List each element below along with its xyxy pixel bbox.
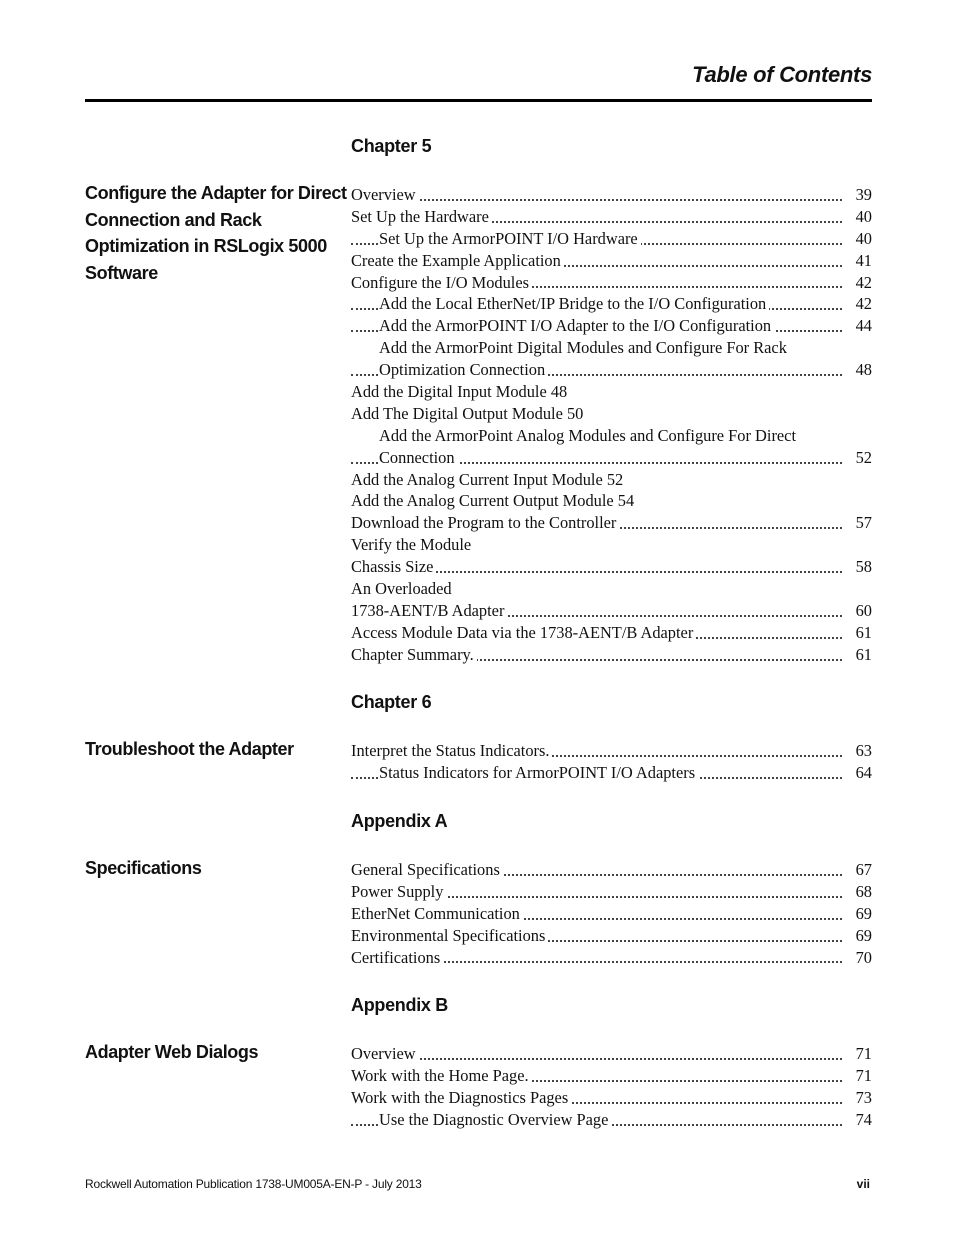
toc-entry-text: Add the ArmorPoint Digital Modules and Configure For Rack (379, 338, 790, 357)
toc-entry[interactable] (351, 925, 872, 947)
toc-entry-text: EtherNet Communication (351, 904, 523, 923)
toc-entry[interactable] (351, 600, 872, 622)
toc-entry[interactable] (351, 447, 872, 469)
toc-entry[interactable] (351, 337, 872, 359)
toc-entry-text: Work with the Home Page. (351, 1066, 532, 1085)
toc-entry-page: 69 (842, 925, 872, 947)
toc-entry[interactable] (351, 740, 872, 762)
toc-entry-page: 73 (842, 1087, 872, 1109)
section-title: Specifications (85, 858, 202, 878)
footer-page-number: vii (856, 1177, 870, 1191)
toc-entry[interactable] (351, 1087, 872, 1109)
toc-entry-page: 42 (842, 293, 872, 315)
toc-entry-text: Overview (351, 1044, 419, 1063)
toc-entry[interactable] (351, 206, 872, 228)
toc-entry[interactable] (351, 403, 872, 425)
toc-entry[interactable] (351, 490, 872, 512)
toc-entry-page: 69 (842, 903, 872, 925)
toc-entry[interactable] (351, 184, 872, 206)
toc-entry[interactable] (351, 315, 872, 337)
toc-entry[interactable] (351, 272, 872, 294)
toc-entry[interactable] (351, 469, 872, 491)
toc-entry[interactable] (351, 425, 872, 447)
footer-publication: Rockwell Automation Publication 1738-UM005A-EN-P - July 2013 (85, 1177, 422, 1191)
dot-leader (351, 1058, 850, 1060)
toc-entry-page: 52 (842, 447, 872, 469)
chapter-label: Chapter 6 (351, 692, 432, 712)
toc-entry-text: Status Indicators for ArmorPOINT I/O Adapters (379, 763, 698, 782)
toc-entry[interactable] (351, 1043, 872, 1065)
toc-entry[interactable] (351, 881, 872, 903)
toc-entry[interactable] (351, 250, 872, 272)
toc-entry-page: 68 (842, 881, 872, 903)
toc-entry[interactable] (351, 947, 872, 969)
toc-entry-text: Interpret the Status Indicators. (351, 741, 552, 760)
toc-entry-text: An Overloaded (351, 579, 455, 598)
toc-entry-page: 40 (842, 206, 872, 228)
toc-entry[interactable] (351, 293, 872, 315)
toc-entry-text: 1738-AENT/B Adapter (351, 601, 507, 620)
toc-entry-page: 40 (842, 228, 872, 250)
toc-entry[interactable] (351, 903, 872, 925)
toc-entry[interactable] (351, 1109, 872, 1131)
toc-entry-text: Work with the Diagnostics Pages (351, 1088, 571, 1107)
toc-entry-page: 64 (842, 762, 872, 784)
toc-entry-list (351, 859, 872, 968)
section-title: Troubleshoot the Adapter (85, 739, 294, 759)
toc-entry-page: 67 (842, 859, 872, 881)
toc-entry[interactable] (351, 556, 872, 578)
toc-entry[interactable] (351, 534, 872, 556)
toc-entry-page: 74 (842, 1109, 872, 1131)
chapter-label: Chapter 5 (351, 136, 432, 156)
toc-entry[interactable] (351, 512, 872, 534)
toc-entry-page: 61 (842, 644, 872, 666)
toc-entry-list (351, 1043, 872, 1131)
toc-entry-text: Certifications (351, 948, 443, 967)
toc-entry-text: Power Supply (351, 882, 446, 901)
toc-entry-text: Chassis Size (351, 557, 436, 576)
toc-entry-page: 63 (842, 740, 872, 762)
toc-entry[interactable] (351, 578, 872, 600)
toc-entry-page: 71 (842, 1043, 872, 1065)
toc-entry[interactable] (351, 644, 872, 666)
toc-entry[interactable] (351, 622, 872, 644)
chapter-label: Appendix B (351, 995, 449, 1015)
toc-entry-text: Add the Digital Input Module 48 (351, 382, 570, 401)
toc-entry-text: Add the Analog Current Output Module 54 (351, 491, 637, 510)
page-header-title: Table of Contents (692, 62, 872, 87)
toc-entry-page: 58 (842, 556, 872, 578)
toc-entry-page: 71 (842, 1065, 872, 1087)
toc-entry-text: Set Up the ArmorPOINT I/O Hardware (379, 229, 641, 248)
toc-entry[interactable] (351, 859, 872, 881)
toc-entry-text: Access Module Data via the 1738-AENT/B Adapter (351, 623, 696, 642)
toc-entry-page: 44 (842, 315, 872, 337)
toc-entry-page: 57 (842, 512, 872, 534)
toc-entry-text: Optimization Connection (379, 360, 548, 379)
dot-leader (351, 199, 850, 201)
chapter-label: Appendix A (351, 811, 448, 831)
toc-entry-text: Configure the I/O Modules (351, 273, 532, 292)
toc-entry-page: 42 (842, 272, 872, 294)
toc-entry-list (351, 740, 872, 784)
toc-entry-text: Add the ArmorPOINT I/O Adapter to the I/O Configuration (379, 316, 774, 335)
toc-entry[interactable] (351, 381, 872, 403)
toc-entry-page: 48 (842, 359, 872, 381)
toc-entry-text: Download the Program to the Controller (351, 513, 619, 532)
toc-entry-text: Add the ArmorPoint Analog Modules and Configure For Direct (379, 426, 799, 445)
toc-entry-text: Use the Diagnostic Overview Page (379, 1110, 611, 1129)
toc-entry-page: 60 (842, 600, 872, 622)
toc-entry-list (351, 184, 872, 666)
toc-entry-page: 61 (842, 622, 872, 644)
toc-entry[interactable] (351, 762, 872, 784)
section-title: Configure the Adapter for Direct Connection and Rack Optimization in RSLogix 5000 Software (85, 183, 347, 283)
toc-entry-text: General Specifications (351, 860, 503, 879)
toc-entry-text: Chapter Summary. (351, 645, 477, 664)
toc-entry-text: Set Up the Hardware (351, 207, 492, 226)
toc-entry-text: Add the Analog Current Input Module 52 (351, 470, 626, 489)
toc-entry[interactable] (351, 1065, 872, 1087)
toc-entry[interactable] (351, 359, 872, 381)
toc-entry-text: Overview (351, 185, 419, 204)
toc-entry-text: Environmental Specifications (351, 926, 548, 945)
toc-entry-text: Connection (379, 448, 458, 467)
toc-entry[interactable] (351, 228, 872, 250)
toc-entry-text: Verify the Module (351, 535, 474, 554)
toc-entry-page: 70 (842, 947, 872, 969)
toc-entry-page: 39 (842, 184, 872, 206)
toc-entry-text: Add The Digital Output Module 50 (351, 404, 586, 423)
toc-entry-text: Add the Local EtherNet/IP Bridge to the I/O Configuration (379, 294, 769, 313)
toc-entry-page: 41 (842, 250, 872, 272)
toc-entry-text: Create the Example Application (351, 251, 564, 270)
section-title: Adapter Web Dialogs (85, 1042, 259, 1062)
